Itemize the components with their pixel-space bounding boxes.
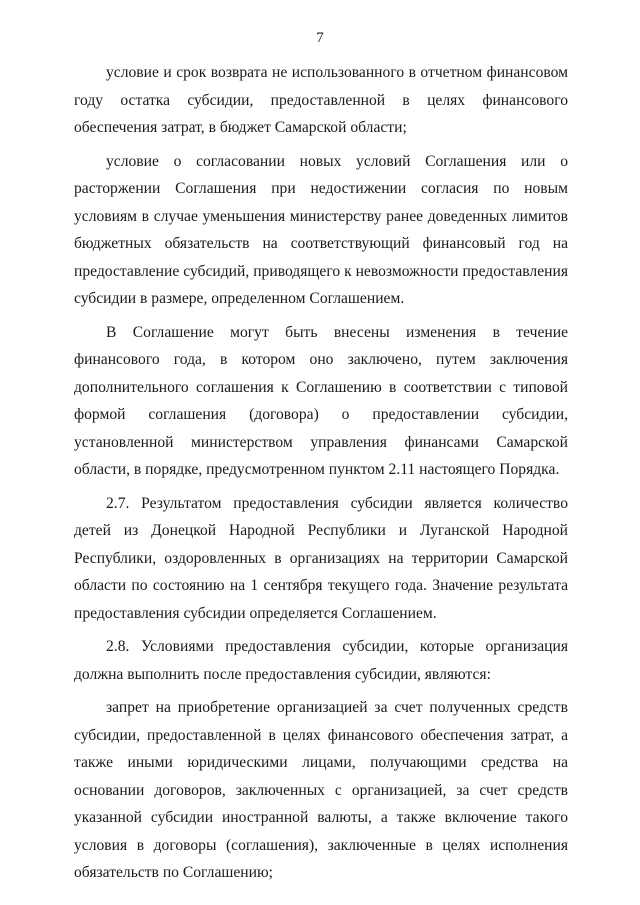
- page-number: 7: [316, 30, 324, 46]
- paragraph-2-8: 2.8. Условиями предоставления субсидии, которые организация должна выполнить после предоставления субсидии, являются:: [74, 638, 568, 683]
- paragraph-currency-ban: запрет на приобретение организацией за счет полученных средств субсидии, предоставленной в целях финансового обеспечения затрат, а также иными юридическими лицами, получающими средства на основании договоров, заключенных с организацией, за счет средств указанной субсидии иностранной валюты, а также включение такого условия в договоры (соглашения), заключенные в целях исполнения обязательств по Соглашению;: [74, 699, 568, 881]
- paragraph-return-condition: условие и срок возврата не использованного в отчетном финансовом году остатка субсидии, предоставленной в целях финансового обеспечения затрат, в бюджет Самарской области;: [74, 64, 568, 136]
- paragraph-agreement-terms: условие о согласовании новых условий Соглашения или о расторжении Соглашения при недостижении согласия по новым условиям в случае уменьшения министерству ранее доведенных лимитов бюджетных обязательств на соответствующий финансовый год на предоставление субсидий, приводящего к невозможности предоставления субсидии в размере, определенном Соглашением.: [74, 152, 568, 307]
- document-body: [74, 59, 568, 893]
- paragraph-agreement-changes: В Соглашение могут быть внесены изменения в течение финансового года, в котором оно заключено, путем заключения дополнительного соглашения к Соглашению в соответствии с типовой формой соглашения (договора) о предоставлении субсидии, установленной министерством управления финансами Самарской области, в порядке, предусмотренном пунктом 2.11 настоящего Порядка.: [74, 323, 568, 478]
- paragraph-2-7: 2.7. Результатом предоставления субсидии является количество детей из Донецкой Народной Республики и Луганской Народной Республики, оздоровленных в организациях на территории Самарской области по состоянию на 1 сентября текущего года. Значение результата предоставления субсидии определяется Соглашением.: [74, 494, 568, 622]
